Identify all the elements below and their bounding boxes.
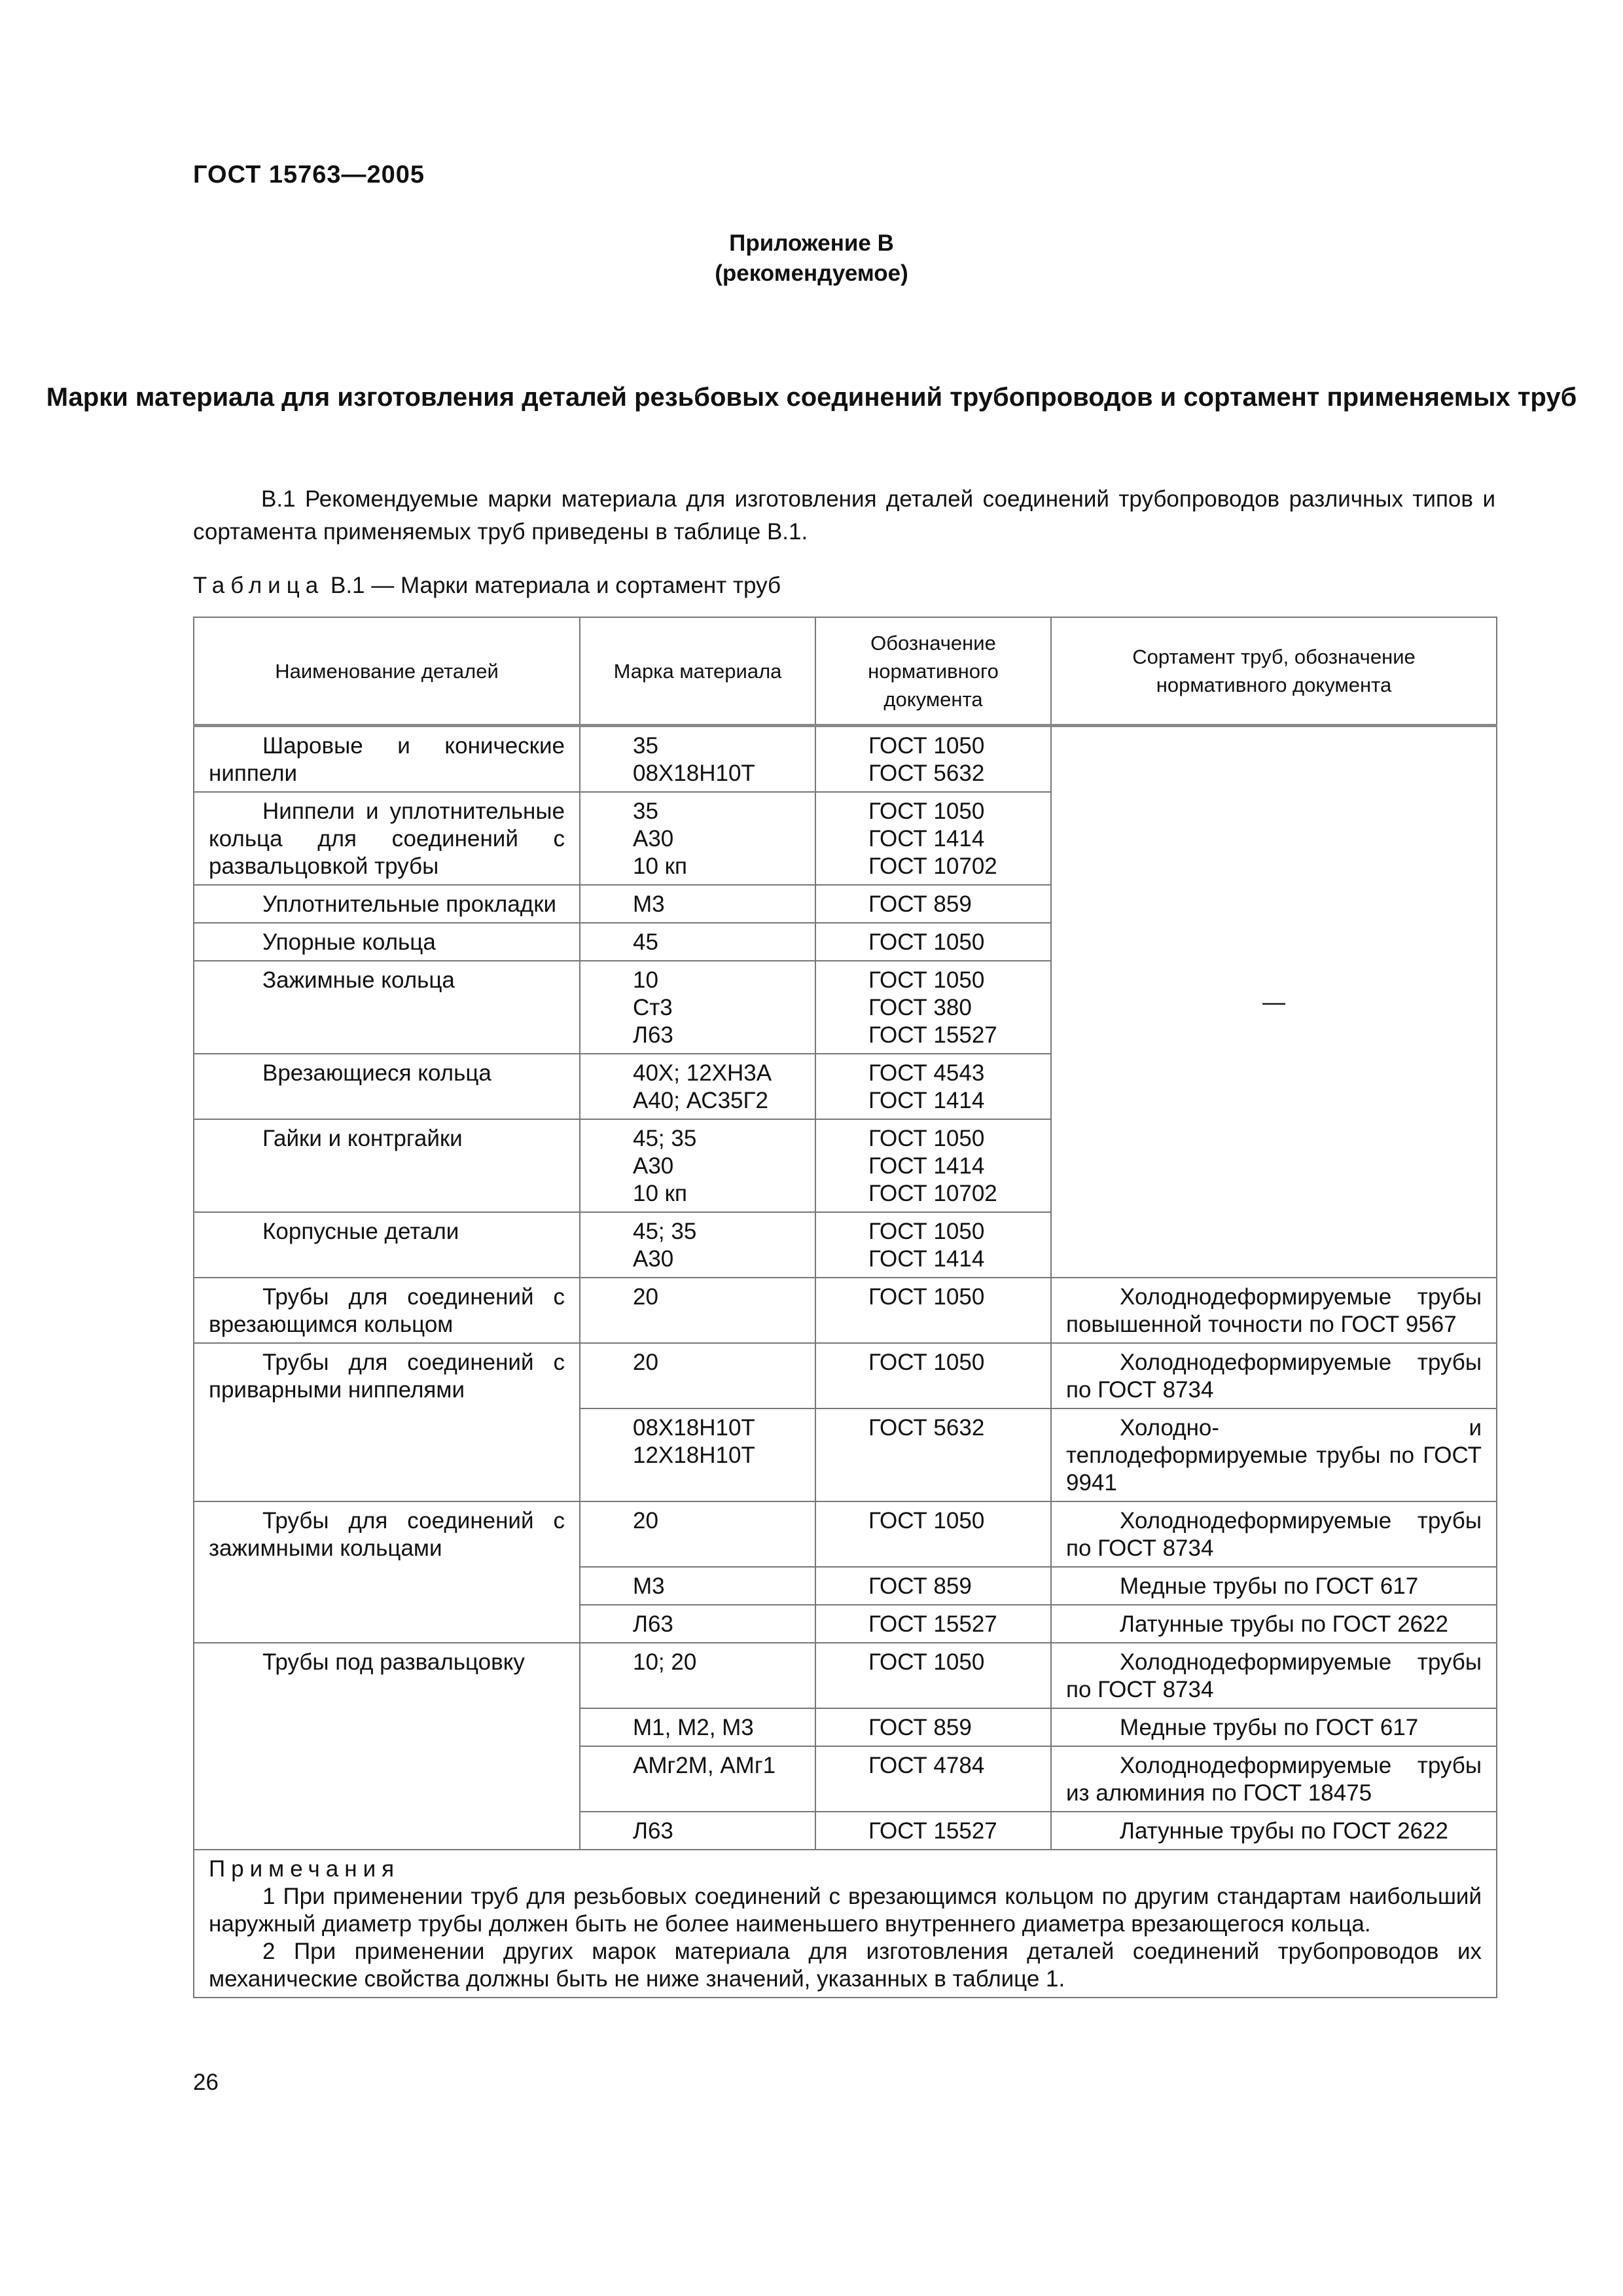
- standard-ref: ГОСТ 1050: [868, 1508, 985, 1534]
- appendix-title: Марки материала для изготовления деталей резьбовых соединений трубопроводов и сортамент применяемых труб: [46, 383, 1577, 412]
- standard-ref: ГОСТ 1050: [868, 967, 985, 993]
- standard-ref: ГОСТ 1050: [868, 733, 985, 759]
- material-grade: М1, М2, М3: [633, 1715, 754, 1740]
- notes-title: Примечания: [209, 1856, 401, 1882]
- part-name: Трубы под развальцовку: [262, 1649, 525, 1675]
- part-name-cell: [194, 1501, 580, 1643]
- notes-cell: [194, 1850, 1497, 1998]
- note-item: 2 При применении других марок материала для изготовления деталей соединений трубопроводов их механические свойства должны быть не ниже значений, указанных в таблице 1.: [209, 1939, 1482, 1992]
- standard-cell: [815, 1605, 1051, 1643]
- material-grade: 20: [633, 1508, 658, 1534]
- material-grade: 20: [633, 1350, 658, 1375]
- standard-ref: ГОСТ 859: [868, 1715, 972, 1740]
- standard-cell: [815, 1708, 1051, 1746]
- material-grade: М3: [633, 891, 665, 917]
- material-cell: [580, 1119, 815, 1212]
- material-cell: [580, 1708, 815, 1746]
- standard-cell: [815, 961, 1051, 1054]
- table-row: [194, 1501, 1497, 1567]
- material-cell: [580, 1408, 815, 1501]
- standard-ref: ГОСТ 1050: [868, 1649, 985, 1675]
- standard-ref: ГОСТ 1414: [868, 826, 985, 852]
- pipe-assortment: Холодно- и теплодеформируемые трубы по ГОСТ 9941: [1066, 1415, 1482, 1496]
- standard-cell: [815, 923, 1051, 961]
- material-grade: Л63: [633, 1611, 673, 1637]
- standard-cell: [815, 1212, 1051, 1278]
- materials-table: [193, 617, 1497, 1998]
- material-grade: 35: [633, 798, 658, 824]
- material-cell: [580, 961, 815, 1054]
- material-grade: 10: [633, 967, 658, 993]
- material-cell: [580, 726, 815, 793]
- standard-cell: [815, 885, 1051, 923]
- standard-ref: ГОСТ 5632: [868, 1415, 985, 1441]
- header-pipe-assortment: Сортамент труб, обозначение нормативного документа: [1051, 617, 1497, 726]
- part-name: Зажимные кольца: [262, 967, 455, 993]
- part-name-cell: [194, 792, 580, 885]
- standard-cell: [815, 1278, 1051, 1343]
- standard-ref: ГОСТ 859: [868, 891, 972, 917]
- material-grade: 10; 20: [633, 1649, 697, 1675]
- part-name-cell: [194, 923, 580, 961]
- standard-ref: ГОСТ 5632: [868, 761, 985, 786]
- assortment-dash-cell: —: [1051, 726, 1497, 1278]
- note-item: 1 При применении труб для резьбовых соединений с врезающимся кольцом по другим стандартам наибольший наружный диаметр трубы должен быть не более наименьшего внутреннего диаметра врезающегося кольца.: [209, 1884, 1482, 1937]
- standard-cell: [815, 726, 1051, 793]
- standard-ref: ГОСТ 10702: [868, 853, 997, 879]
- pipe-assortment: Холоднодеформируемые трубы по ГОСТ 8734: [1066, 1649, 1482, 1702]
- table-caption-text: В.1 — Марки материала и сортамент труб: [330, 573, 781, 598]
- standard-ref: ГОСТ 10702: [868, 1181, 997, 1206]
- table-caption: [193, 573, 781, 599]
- material-grade: А30: [633, 1246, 674, 1272]
- standard-cell: [815, 1643, 1051, 1708]
- standard-ref: ГОСТ 1050: [868, 1350, 985, 1375]
- material-cell: [580, 1054, 815, 1119]
- assortment-cell: [1051, 1567, 1497, 1605]
- part-name-cell: [194, 885, 580, 923]
- assortment-cell: [1051, 1278, 1497, 1343]
- standard-ref: ГОСТ 4543: [868, 1060, 985, 1086]
- table-row: [194, 1278, 1497, 1343]
- header-material-grade: Марка материала: [580, 617, 815, 726]
- standard-ref: ГОСТ 1050: [868, 1126, 985, 1151]
- standard-cell: [815, 1501, 1051, 1567]
- notes-row: [194, 1850, 1497, 1998]
- pipe-assortment: Медные трубы по ГОСТ 617: [1120, 1573, 1419, 1599]
- assortment-cell: [1051, 1812, 1497, 1850]
- material-grade: 10 кп: [633, 1181, 687, 1206]
- appendix-label: Приложение В: [729, 230, 894, 256]
- material-grade: Ст3: [633, 995, 673, 1020]
- pipe-assortment: Латунные трубы по ГОСТ 2622: [1120, 1818, 1448, 1844]
- assortment-cell: [1051, 1708, 1497, 1746]
- part-name: Шаровые и конические ниппели: [209, 733, 565, 786]
- material-cell: [580, 1567, 815, 1605]
- material-grade: 45; 35: [633, 1219, 697, 1244]
- document-code: ГОСТ 15763—2005: [193, 161, 425, 188]
- standard-ref: ГОСТ 380: [868, 995, 972, 1020]
- material-cell: [580, 1278, 815, 1343]
- material-grade: 10 кп: [633, 853, 687, 879]
- intro-paragraph: В.1 Рекомендуемые марки материала для изготовления деталей соединений трубопроводов различных типов и сортамента применяемых труб приведены в таблице В.1.: [193, 486, 1495, 545]
- assortment-cell: [1051, 1605, 1497, 1643]
- material-cell: [580, 1343, 815, 1408]
- table-caption-prefix: Таблица: [193, 573, 325, 598]
- assortment-cell: [1051, 1501, 1497, 1567]
- material-grade: А40; АС35Г2: [633, 1088, 768, 1113]
- header-part-name: Наименование деталей: [194, 617, 580, 726]
- standard-ref: ГОСТ 1414: [868, 1153, 985, 1179]
- standard-cell: [815, 1408, 1051, 1501]
- part-name: Врезающиеся кольца: [262, 1060, 491, 1086]
- material-grade: 45; 35: [633, 1126, 697, 1151]
- material-grade: 12Х18Н10Т: [633, 1443, 755, 1468]
- pipe-assortment: Латунные трубы по ГОСТ 2622: [1120, 1611, 1448, 1637]
- standard-ref: ГОСТ 1050: [868, 1284, 985, 1310]
- standard-ref: ГОСТ 1050: [868, 1219, 985, 1244]
- part-name: Корпусные детали: [262, 1219, 459, 1244]
- standard-cell: [815, 1567, 1051, 1605]
- material-cell: [580, 1643, 815, 1708]
- pipe-assortment: Холоднодеформируемые трубы по ГОСТ 8734: [1066, 1350, 1482, 1403]
- material-grade: 40Х; 12ХН3А: [633, 1060, 772, 1086]
- part-name: Уплотнительные прокладки: [262, 891, 557, 917]
- part-name: Ниппели и уплотнительные кольца для соединений с развальцовкой трубы: [209, 798, 565, 879]
- appendix-status: (рекомендуемое): [715, 260, 908, 286]
- material-grade: 35: [633, 733, 658, 759]
- material-grade: 08Х18Н10Т: [633, 1415, 755, 1441]
- table-header-row: [194, 617, 1497, 726]
- material-grade: 20: [633, 1284, 658, 1310]
- material-cell: [580, 1746, 815, 1812]
- material-grade: 08Х18Н10Т: [633, 761, 755, 786]
- standard-cell: [815, 1343, 1051, 1408]
- standard-ref: ГОСТ 1050: [868, 798, 985, 824]
- material-cell: [580, 1212, 815, 1278]
- part-name: Трубы для соединений с приварными ниппелями: [209, 1350, 565, 1403]
- part-name-cell: [194, 726, 580, 793]
- pipe-assortment: Холоднодеформируемые трубы повышенной точности по ГОСТ 9567: [1066, 1284, 1482, 1337]
- part-name-cell: [194, 1212, 580, 1278]
- material-grade: АМг2М, АМг1: [633, 1753, 776, 1778]
- part-name: Трубы для соединений с зажимными кольцами: [209, 1508, 565, 1561]
- material-grade: 45: [633, 929, 658, 955]
- pipe-assortment: Холоднодеформируемые трубы по ГОСТ 8734: [1066, 1508, 1482, 1561]
- part-name: Трубы для соединений с врезающимся кольцом: [209, 1284, 565, 1337]
- part-name-cell: [194, 1343, 580, 1501]
- page-number: 26: [193, 2070, 219, 2095]
- standard-ref: ГОСТ 15527: [868, 1611, 997, 1637]
- part-name: Упорные кольца: [262, 929, 436, 955]
- assortment-cell: [1051, 1343, 1497, 1408]
- part-name: Гайки и контргайки: [262, 1126, 463, 1151]
- material-grade: Л63: [633, 1022, 673, 1048]
- part-name-cell: [194, 1278, 580, 1343]
- standard-ref: ГОСТ 1414: [868, 1088, 985, 1113]
- table-row: [194, 1643, 1497, 1708]
- pipe-assortment: Холоднодеформируемые трубы из алюминия по ГОСТ 18475: [1066, 1753, 1482, 1806]
- assortment-cell: [1051, 1643, 1497, 1708]
- material-grade: А30: [633, 1153, 674, 1179]
- standard-ref: ГОСТ 1050: [868, 929, 985, 955]
- table-row: [194, 1343, 1497, 1408]
- standard-cell: [815, 1746, 1051, 1812]
- standard-ref: ГОСТ 859: [868, 1573, 972, 1599]
- material-grade: А30: [633, 826, 674, 852]
- standard-ref: ГОСТ 15527: [868, 1818, 997, 1844]
- material-grade: Л63: [633, 1818, 673, 1844]
- material-cell: [580, 1605, 815, 1643]
- assortment-cell: [1051, 1408, 1497, 1501]
- part-name-cell: [194, 961, 580, 1054]
- material-cell: [580, 792, 815, 885]
- material-cell: [580, 1501, 815, 1567]
- part-name-cell: [194, 1054, 580, 1119]
- standard-ref: ГОСТ 15527: [868, 1022, 997, 1048]
- material-cell: [580, 923, 815, 961]
- table-body: [194, 726, 1497, 1998]
- standard-ref: ГОСТ 1414: [868, 1246, 985, 1272]
- material-cell: [580, 1812, 815, 1850]
- standard-cell: [815, 1054, 1051, 1119]
- material-grade: М3: [633, 1573, 665, 1599]
- table-row: [194, 726, 1497, 793]
- standard-cell: [815, 792, 1051, 885]
- part-name-cell: [194, 1119, 580, 1212]
- standard-cell: [815, 1119, 1051, 1212]
- header-standard: Обозначение нормативного документа: [815, 617, 1051, 726]
- part-name-cell: [194, 1643, 580, 1850]
- material-cell: [580, 885, 815, 923]
- standard-cell: [815, 1812, 1051, 1850]
- standard-ref: ГОСТ 4784: [868, 1753, 985, 1778]
- pipe-assortment: Медные трубы по ГОСТ 617: [1120, 1715, 1419, 1740]
- assortment-cell: [1051, 1746, 1497, 1812]
